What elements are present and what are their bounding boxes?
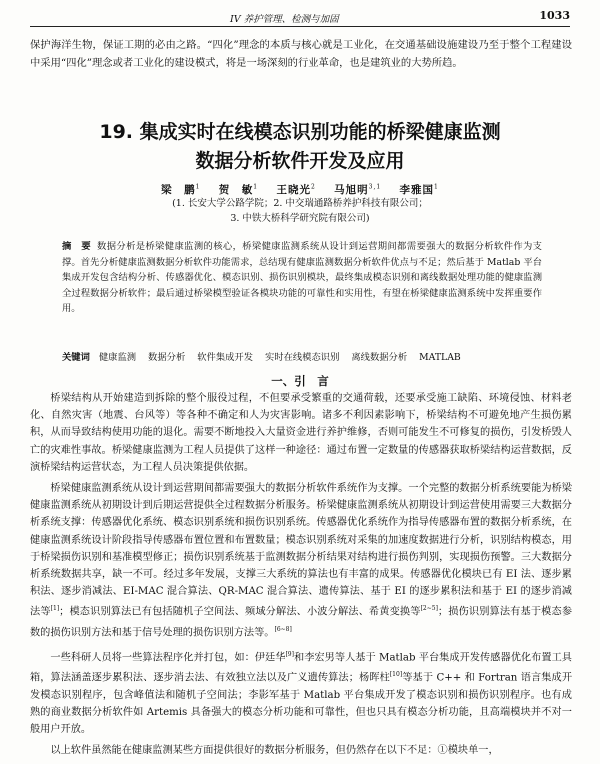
keywords	[62, 349, 560, 363]
running-header	[30, 8, 570, 27]
keyword: 实时在线模态识别	[264, 352, 340, 363]
page-number: 1033	[539, 9, 570, 22]
article-title-line-1: 19. 集成实时在线模态识别功能的桥梁健康监测	[99, 121, 501, 143]
affiliation-line-2: 3. 中铁大桥科学研究院有限公司)	[230, 213, 370, 224]
keywords-label: 关键词	[62, 352, 90, 363]
keyword: 软件集成开发	[197, 352, 254, 363]
article-title-line-2: 数据分析软件开发及应用	[195, 150, 405, 172]
abstract-label: 摘 要	[62, 241, 92, 252]
carry-over-paragraph: 保护海洋生物，保证工期的必由之路。“四化”理念的本质与核心就是工业化，在交通基础设施建设乃至于整个工程建设中采用“四化”理念或者工业化的建设模式，将是一场深刻的行业革命，也是建筑业的大势所趋。	[30, 39, 572, 69]
citation: [6~8]	[274, 626, 292, 634]
author: 贺 敏$^1$	[218, 183, 259, 196]
abstract	[62, 239, 542, 317]
paragraph: 桥梁结构从开始建造到拆除的整个服役过程，不但要承受繁重的交通荷载，还要承受施工缺陷、环境侵蚀、材料老化、自然灾害（地震、台风等）等各种不确定和人为灾害影响。诸多不利因素影响下，桥梁结构不可避免地产生损伤累积，从而导致结构使用功能的退化。需要不断地投入大量资金进行养护维修，否则可能发生不可修复的损伤，引发桥毁人亡的灾难性事故。桥梁健康监测为工程人员提供了这样一种途径：通过布置一定数量的传感器获取桥梁结构运营数据，反演桥梁结构运营状态，为工程人员决策提供依据。	[30, 393, 572, 473]
affiliation-line-1: (1. 长安大学公路学院；2. 中交瑞通路桥养护科技有限公司；	[172, 198, 428, 209]
citation: [10]	[389, 671, 403, 679]
section-heading: 一、引 言	[271, 374, 329, 388]
citation: [2~5]	[420, 605, 438, 613]
author: 梁 鹏$^1$	[161, 183, 201, 196]
citation: [1]	[50, 605, 60, 613]
citation: [9]	[285, 650, 294, 658]
author: 王晓光$^2$	[276, 183, 316, 196]
paragraph: 桥梁健康监测系统从设计到运营期间都需要强大的数据分析软件系统作为支撑。一个完整的数据分析系统要能为桥梁健康监测系统从初期设计到后期运营提供全过程数据分析服务。桥梁健康监测系统从初期设计到运营使用需要三大数据分析系统支撑：传感器优化系统、模态识别系统和损伤识别系统。传感器优化系统作为指导传感器布置的数据分析系统，在健康监测系统设计阶段指导传感器布置位置和布置数量；模态识别系统对采集的加速度数据进行分析，识别结构模态，用于桥梁损伤识别和基准模型修正；损伤识别系统基于监测数据分析结果对结构进行损伤判别，实现损伤预警。三大数据分析系统数据共享，缺一不可。经过多年发展，支撑三大系统的算法也有丰富的成果。传感器优化模块已有 EI 法、逐步累积法、逐步消减法、EI-MAC 混合算法、QR-MAC 混合算法、遗传算法、基于 EI 的逐步累积法和基于 EI 的逐步消减法等[1]；模态识别算法已有包括随机子空间法、频域分解法、小波分解法、希黄变换等[2~5]；损伤识别算法有基于模态参数的损伤识别方法和基于信号处理的损伤识别方法等。[6~8]	[30, 483, 573, 639]
paragraph: 以上软件虽然能在健康监测某些方面提供很好的数据分析服务，但仍然存在以下不足：①模块单一，	[50, 745, 499, 757]
affiliations	[60, 196, 540, 226]
author-list	[30, 182, 570, 197]
keyword: 健康监测	[98, 352, 137, 363]
paragraph: 一些科研人员将一些算法程序化并打包，如：伊廷华[9]和李宏男等人基于 Matlab 平台集成开发传感器优化布置工具箱，算法涵盖逐步累积法、逐步消去法、有效独立法以及广义遗传算法；杨晖柱[10]等基于 C++ 和 Fortran 语言集成开发模态识别程序，包含峰值法和随机子空间法；李影军基于 Matlab 平台集成开发了模态识别和损伤识别程序。也有成熟的商业数据分析软件如 Artemis 具备强大的模态分析功能和可靠性，但也只具有模态分析功能，且高端模块并不对一般用户开放。	[30, 650, 573, 736]
body-text	[30, 390, 572, 764]
author: 李雅国$^1$	[399, 183, 439, 196]
article-title	[30, 118, 570, 176]
keyword: 离线数据分析	[351, 352, 408, 363]
running-header-section: IV 养护管理、检测与加固	[230, 14, 339, 25]
author: 马旭明$^{3,1}$	[334, 183, 382, 196]
abstract-text: 数据分析是桥梁健康监测的核心，桥梁健康监测系统从设计到运营期间都需要强大的数据分析软件作为支撑。首先分析健康监测数据分析软件功能需求，总结现有健康监测数据分析软件优点与不足；然后基于 Matlab 平台集成开发包含结构分析、传感器优化、模态识别、损伤识别模块，最终集成模态识别和离线数据处理功能的健康监测全过程数据分析软件；最后通过桥梁模型验证各模块功能的可靠性和实用性，有望在桥梁健康监测系统中发挥重要作用。	[62, 241, 542, 315]
keyword: 数据分析	[148, 352, 186, 363]
keyword: MATLAB	[419, 352, 461, 363]
